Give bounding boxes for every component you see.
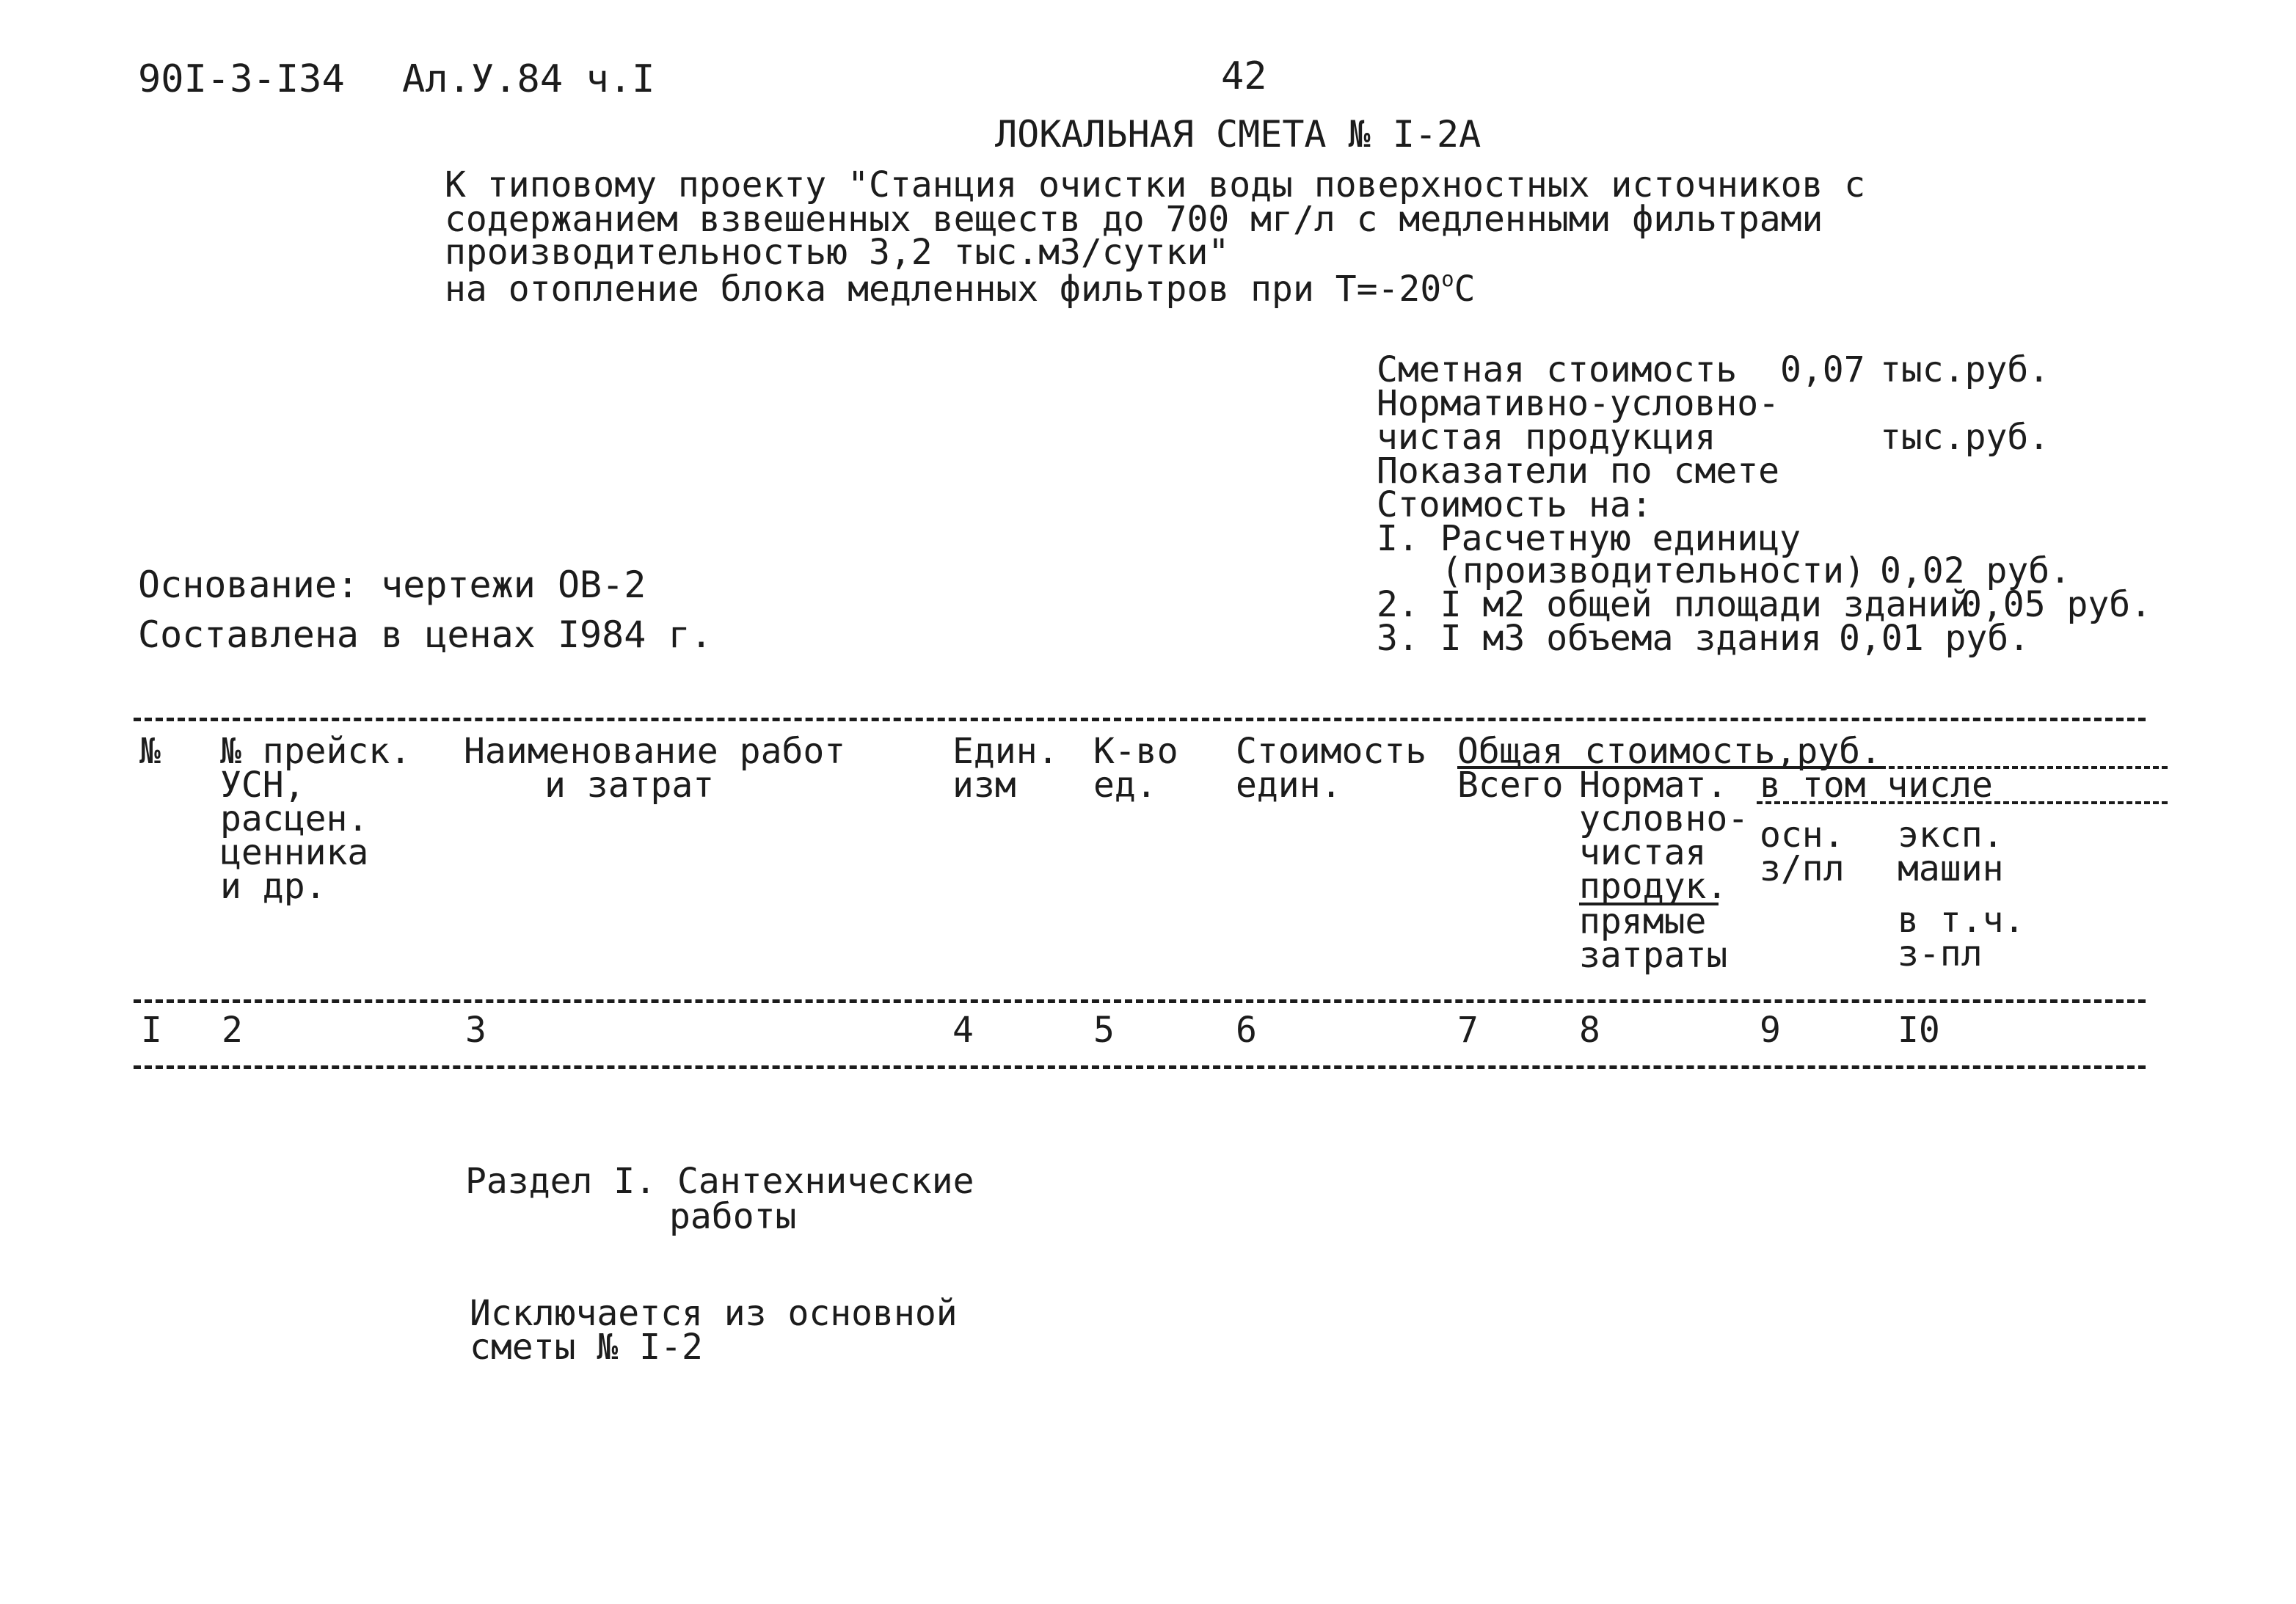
header-unit-cost-line-1: Стоимость <box>1236 731 1427 772</box>
column-number: I0 <box>1898 1010 1940 1051</box>
header-name-line-1: Наименование работ <box>464 731 846 772</box>
header-price-ref-line-4: ценника <box>220 832 369 873</box>
column-number: 2 <box>222 1010 243 1051</box>
header-unit-line-1: Един. <box>952 731 1059 772</box>
album-reference: Ал.У.84 ч.I <box>402 57 655 101</box>
indicator-1-label: I. Расчетную единицу <box>1377 518 1801 559</box>
column-number: I <box>141 1010 162 1051</box>
document-code: 90I-3-I34 <box>138 57 345 101</box>
indicator-2-value: 0,05 руб. <box>1961 584 2152 625</box>
column-number: 3 <box>465 1010 486 1051</box>
column-number: 6 <box>1236 1010 1257 1051</box>
header-normative-line-2: условно- <box>1579 798 1749 839</box>
header-normative-line-6: затраты <box>1579 935 1728 976</box>
header-unit-cost-line-2: един. <box>1236 765 1342 806</box>
header-qty-line-1: К-во <box>1093 731 1178 772</box>
header-col-total: Всего <box>1457 765 1564 806</box>
header-name-line-2: и затрат <box>544 765 715 806</box>
header-qty-line-2: ед. <box>1093 765 1157 806</box>
column-number: 7 <box>1457 1010 1479 1051</box>
header-price-ref-line-5: и др. <box>220 866 327 907</box>
header-machine-line-1: эксп. <box>1898 814 2004 856</box>
description-line-4-unit: С <box>1454 269 1476 310</box>
description-line-3: производительностью 3,2 тыс.м3/сутки" <box>445 232 1230 273</box>
normative-unit: тыс.руб. <box>1880 417 2050 458</box>
header-total-cost-group: Общая стоимость,руб. <box>1457 731 1881 772</box>
header-machine-line-2: машин <box>1898 848 2004 889</box>
normative-label-2: чистая продукция <box>1377 417 1716 458</box>
indicator-2-label: 2. I м2 общей площади зданий <box>1377 584 1971 625</box>
header-normative-line-1: Нормат. <box>1579 765 1728 806</box>
section-title: Раздел I. Сантехнические <box>465 1161 974 1202</box>
header-including-rule <box>1757 801 2168 804</box>
degree-sign: о <box>1441 266 1454 291</box>
indicator-3-label: 3. I м3 объема здания <box>1377 618 1822 659</box>
exclusion-note-line-2: сметы № I-2 <box>470 1327 703 1368</box>
estimated-cost-unit: тыс.руб. <box>1880 349 2050 390</box>
header-normative-line-5: прямые <box>1579 901 1707 942</box>
header-col-number: № <box>139 731 161 772</box>
indicator-1-label-cont: (производительности) <box>1441 550 1865 591</box>
indicators-label: Показатели по смете <box>1377 451 1780 492</box>
header-price-ref-line-1: № прейск. <box>220 731 412 772</box>
prices-text: Составлена в ценах I984 г. <box>138 613 713 656</box>
section-title-cont: работы <box>669 1196 797 1237</box>
description-line-2: содержанием взвешенных веществ до 700 мг/л с медленными фильтрами <box>445 199 1823 240</box>
header-price-ref-line-2: УСН, <box>220 765 305 806</box>
header-unit-line-2: изм <box>952 765 1016 806</box>
column-number: 8 <box>1579 1010 1600 1051</box>
header-normative-line-4: продук. <box>1579 866 1728 907</box>
header-base-wage-line-2: з/пл <box>1760 848 1845 889</box>
table-top-rule <box>134 718 2146 721</box>
column-number: 9 <box>1760 1010 1781 1051</box>
basis-text: Основание: чертежи ОВ-2 <box>138 564 646 606</box>
header-including-group: в том числе <box>1760 765 1993 806</box>
description-line-4-text: на отопление блока медленных фильтров при Т=-20 <box>445 269 1442 310</box>
header-machine-line-4: з-пл <box>1898 933 1983 974</box>
estimated-cost-label: Сметная стоимость <box>1377 349 1738 390</box>
column-number: 5 <box>1093 1010 1115 1051</box>
exclusion-note-line-1: Исключается из основной <box>470 1293 958 1334</box>
normative-label-1: Нормативно-условно- <box>1377 383 1780 424</box>
description-line-4 <box>445 266 1476 310</box>
document-title: ЛОКАЛЬНАЯ СМЕТА № I-2А <box>995 113 1482 156</box>
header-base-wage-line-1: осн. <box>1760 814 1845 856</box>
table-header-rule <box>134 999 2146 1003</box>
header-price-ref-line-3: расцен. <box>220 798 369 839</box>
indicator-3-value: 0,01 руб. <box>1839 618 2030 659</box>
table-numbers-rule <box>134 1065 2146 1069</box>
page-number: 42 <box>1221 54 1267 98</box>
header-normative-line-3: чистая <box>1579 832 1707 873</box>
header-machine-line-3: в т.ч. <box>1898 900 2025 941</box>
indicator-1-value: 0,02 руб. <box>1880 550 2071 591</box>
column-number: 4 <box>952 1010 974 1051</box>
cost-per-label: Стоимость на: <box>1377 484 1652 525</box>
description-line-1: К типовому проекту "Станция очистки воды поверхностных источников с <box>445 164 1866 205</box>
estimated-cost-value: 0,07 <box>1780 349 1865 390</box>
